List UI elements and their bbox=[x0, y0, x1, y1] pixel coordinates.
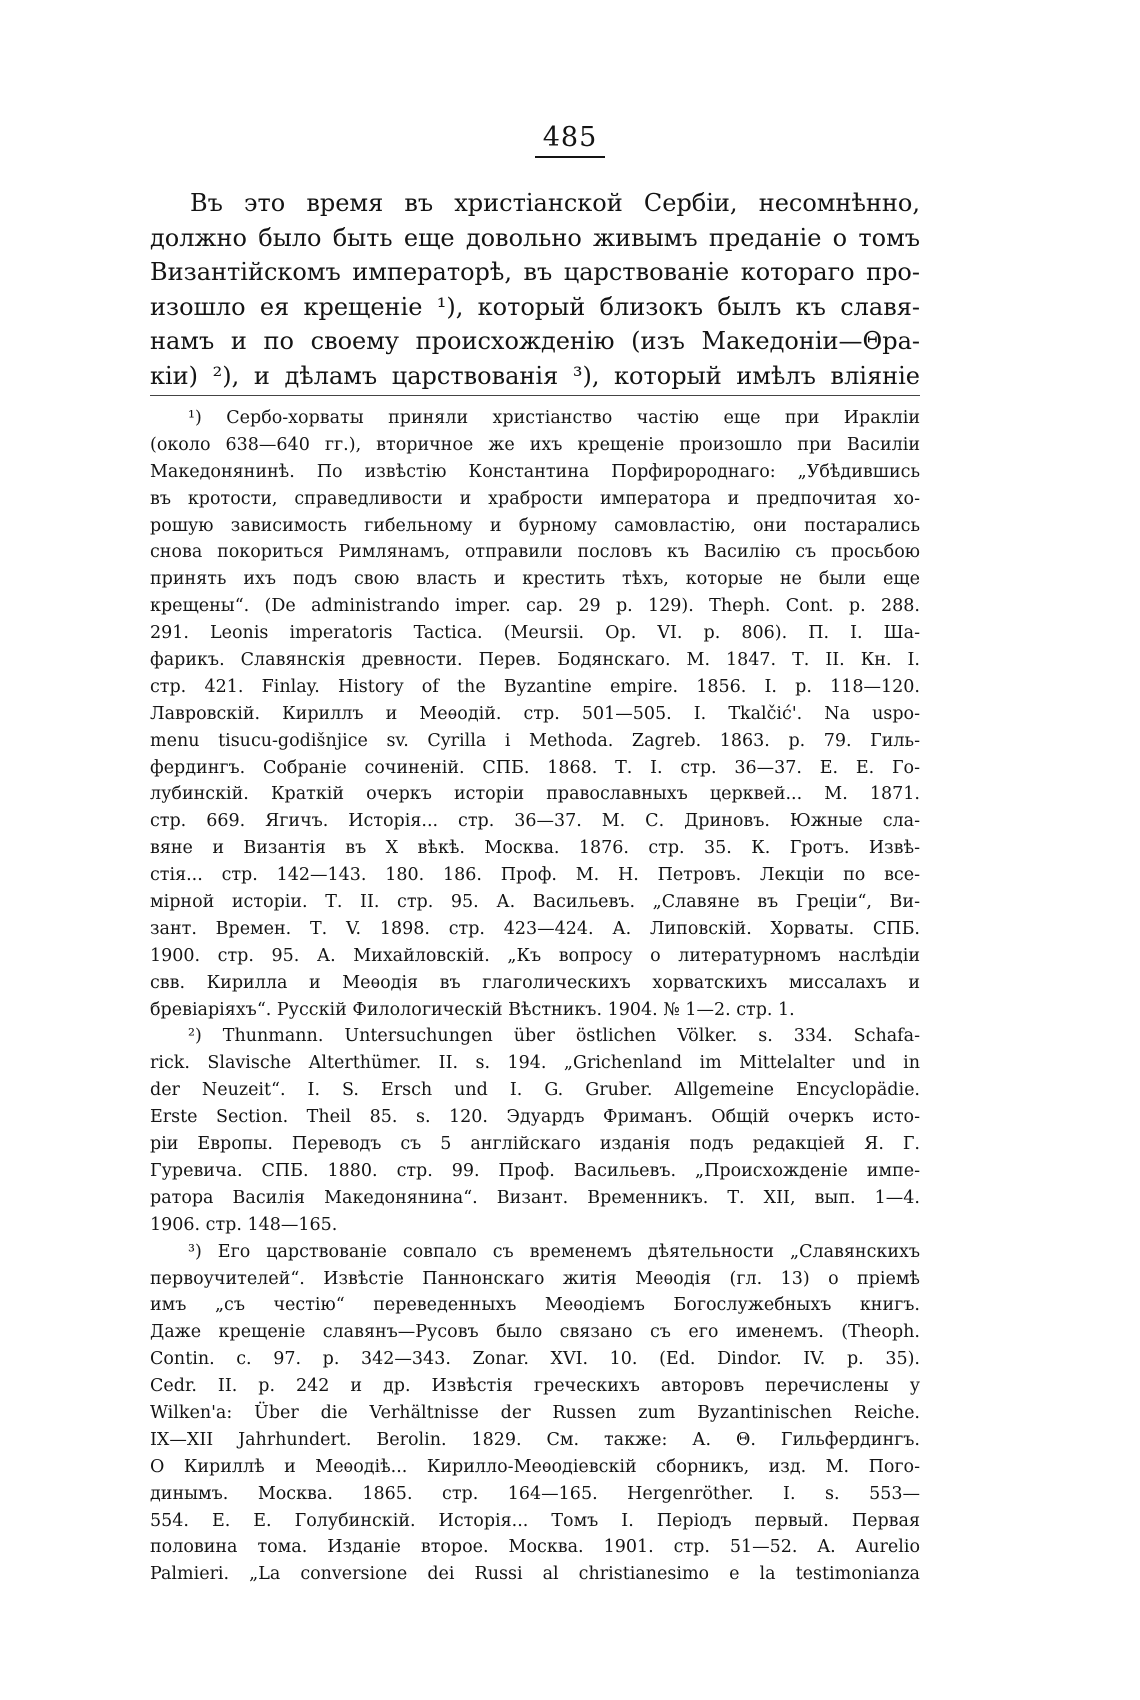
footnote-line: rick. Slavische Alterthümer. II. s. 194. „Grichenland im Mittelalter und in bbox=[150, 1053, 920, 1074]
footnote-line: лубинскій. Краткій очеркъ исторіи православныхъ церквей... М. 1871. bbox=[150, 784, 920, 805]
footnote-2 bbox=[150, 1023, 920, 1238]
footnote-line: имъ „съ честію“ переведенныхъ Меѳодіемъ Богослужебныхъ книгъ. bbox=[150, 1295, 920, 1316]
main-paragraph bbox=[150, 186, 920, 393]
footnote-line: половина тома. Изданіе второе. Москва. 1901. стр. 51—52. A. Aurelio bbox=[150, 1537, 920, 1558]
footnote-line: menu tisucu-godišnjice sv. Cyrilla i Methoda. Zagreb. 1863. p. 79. Гиль- bbox=[150, 730, 920, 751]
footnote-1 bbox=[150, 405, 920, 1023]
footnote-line: фердингъ. Собраніе сочиненій. СПБ. 1868. Т. I. стр. 36—37. Е. Е. Го- bbox=[150, 757, 920, 778]
footnote-line: Wilken'a: Über die Verhältnisse der Russen zum Byzantinischen Reiche. bbox=[150, 1402, 920, 1423]
footnote-line: (около 638—640 гг.), вторичное же ихъ крещеніе произошло при Василіи bbox=[150, 434, 920, 455]
footnote-line: О Кириллѣ и Меѳодіѣ... Кирилло-Меѳодіевскій сборникъ, изд. М. Пого- bbox=[150, 1456, 920, 1477]
footnote-line: первоучителей“. Извѣстіе Паннонскаго житія Меѳодія (гл. 13) о пріемѣ bbox=[150, 1268, 920, 1289]
footnotes-section bbox=[150, 405, 920, 1588]
footnote-line: фарикъ. Славянскія древности. Перев. Бодянскаго. М. 1847. Т. II. Кн. I. bbox=[150, 650, 920, 671]
footnote-line: Erste Section. Theil 85. s. 120. Эдуардъ Фриманъ. Общій очеркъ исто- bbox=[150, 1107, 920, 1128]
footnote-line: стр. 669. Ягичъ. Исторія... стр. 36—37. М. С. Дриновъ. Южные сла- bbox=[150, 811, 920, 832]
main-text-line: должно было быть еще довольно живымъ преданіе о томъ bbox=[150, 223, 920, 252]
footnote-line: мірной исторіи. Т. II. стр. 95. А. Васильевъ. „Славяне въ Греціи“, Ви- bbox=[150, 892, 920, 913]
footnote-3 bbox=[150, 1239, 920, 1589]
footnote-line: Palmieri. „La conversione dei Russi al christianesimo e la testimonianza bbox=[150, 1564, 920, 1585]
footnote-line: Даже крещеніе славянъ—Русовъ было связано съ его именемъ. (Theoph. bbox=[150, 1322, 920, 1343]
footnote-line: ¹) Сербо-хорваты приняли христіанство частію еще при Иракліи bbox=[188, 408, 920, 428]
footnote-line: 554. Е. Е. Голубинскій. Исторія... Томъ I. Періодъ первый. Первая bbox=[150, 1510, 920, 1531]
footnote-line: бревіаріяхъ“. Русскій Филологическій Вѣстникъ. 1904. № 1—2. стр. 1. bbox=[150, 999, 795, 1020]
footnote-line: 1900. стр. 95. А. Михайловскій. „Къ вопросу о литературномъ наслѣдіи bbox=[150, 945, 920, 966]
footnote-line: стр. 421. Finlay. History of the Byzantine empire. 1856. I. p. 118—120. bbox=[150, 676, 920, 697]
footnote-line: Македонянинѣ. По извѣстію Константина Порфиророднаго: „Убѣдившись bbox=[150, 461, 920, 482]
footnote-line: Cedr. II. p. 242 и др. Извѣстія греческихъ авторовъ перечислены у bbox=[150, 1376, 920, 1397]
page-number-text: 485 bbox=[535, 122, 606, 158]
footnote-line: ²) Thunmann. Untersuchungen über östlichen Völker. s. 334. Schafa- bbox=[188, 1026, 920, 1047]
footnote-line: 1906. стр. 148—165. bbox=[150, 1214, 338, 1235]
footnote-line: въ кротости, справедливости и храбрости императора и предпочитая хо- bbox=[150, 488, 920, 509]
footnote-line: свв. Кирилла и Меѳодія въ глаголическихъ хорватскихъ миссалахъ и bbox=[150, 972, 920, 993]
footnote-line: стія... стр. 142—143. 180. 186. Проф. М. Н. Петровъ. Лекціи по все- bbox=[150, 865, 920, 886]
footnote-line: 291. Leonis imperatoris Tactica. (Meursii. Op. VI. p. 806). П. І. Ша- bbox=[150, 623, 920, 644]
footnote-line: динымъ. Москва. 1865. стр. 164—165. Hergenröther. I. s. 553— bbox=[150, 1483, 920, 1504]
footnote-line: ріи Европы. Переводъ съ 5 англійскаго изданія подъ редакціей Я. Г. bbox=[150, 1134, 920, 1155]
footnote-line: крещены“. (De administrando imper. cap. 29 p. 129). Theph. Cont. p. 288. bbox=[150, 596, 920, 617]
main-text-line: кіи) ²), и дѣламъ царствованія ³), который имѣлъ вліяніе bbox=[150, 361, 920, 390]
footnote-line: рошую зависимость гибельному и бурному самовластію, они постарались bbox=[150, 515, 920, 536]
footnote-line: вяне и Византія въ X вѣкѣ. Москва. 1876. стр. 35. К. Гротъ. Извѣ- bbox=[150, 838, 920, 859]
footnote-line: IX—XII Jahrhundert. Berolin. 1829. См. также: А. Θ. Гильфердингъ. bbox=[150, 1429, 920, 1450]
footnote-line: Гуревича. СПБ. 1880. стр. 99. Проф. Васильевъ. „Происхожденіе импе- bbox=[150, 1160, 920, 1181]
main-text-line: изошло ея крещеніе ¹), который близокъ былъ къ славя- bbox=[150, 292, 920, 321]
footnote-line: Лавровскій. Кириллъ и Меѳодій. стр. 501—505. I. Tkalčić'. Na uspo- bbox=[150, 703, 920, 724]
footnote-line: ратора Василія Македонянина“. Визант. Временникъ. Т. XII, вып. 1—4. bbox=[150, 1187, 920, 1208]
footnote-separator bbox=[150, 395, 920, 396]
footnote-line: зант. Времен. Т. V. 1898. стр. 423—424. А. Липовскій. Хорваты. СПБ. bbox=[150, 918, 920, 939]
footnote-line: Contin. c. 97. p. 342—343. Zonar. XVI. 10. (Ed. Dindor. IV. p. 35). bbox=[150, 1349, 920, 1370]
main-text-line: Въ это время въ христіанской Сербіи, несомнѣнно, bbox=[190, 189, 920, 217]
footnote-line: ³) Его царствованіе совпало съ временемъ дѣятельности „Славянскихъ bbox=[188, 1241, 920, 1262]
footnote-line: снова покориться Римлянамъ, отправили пословъ къ Василію съ просьбою bbox=[150, 542, 920, 563]
main-text-line: Византійскомъ императорѣ, въ царствованіе котораго про- bbox=[150, 258, 920, 286]
footnote-line: принять ихъ подъ свою власть и крестить тѣхъ, которые не были еще bbox=[150, 569, 920, 590]
page-number bbox=[0, 122, 1140, 158]
main-text-line: намъ и по своему происхожденію (изъ Македоніи—Θра- bbox=[150, 327, 920, 355]
footnote-line: der Neuzeit“. I. S. Ersch und I. G. Gruber. Allgemeine Encyclopädie. bbox=[150, 1080, 920, 1101]
